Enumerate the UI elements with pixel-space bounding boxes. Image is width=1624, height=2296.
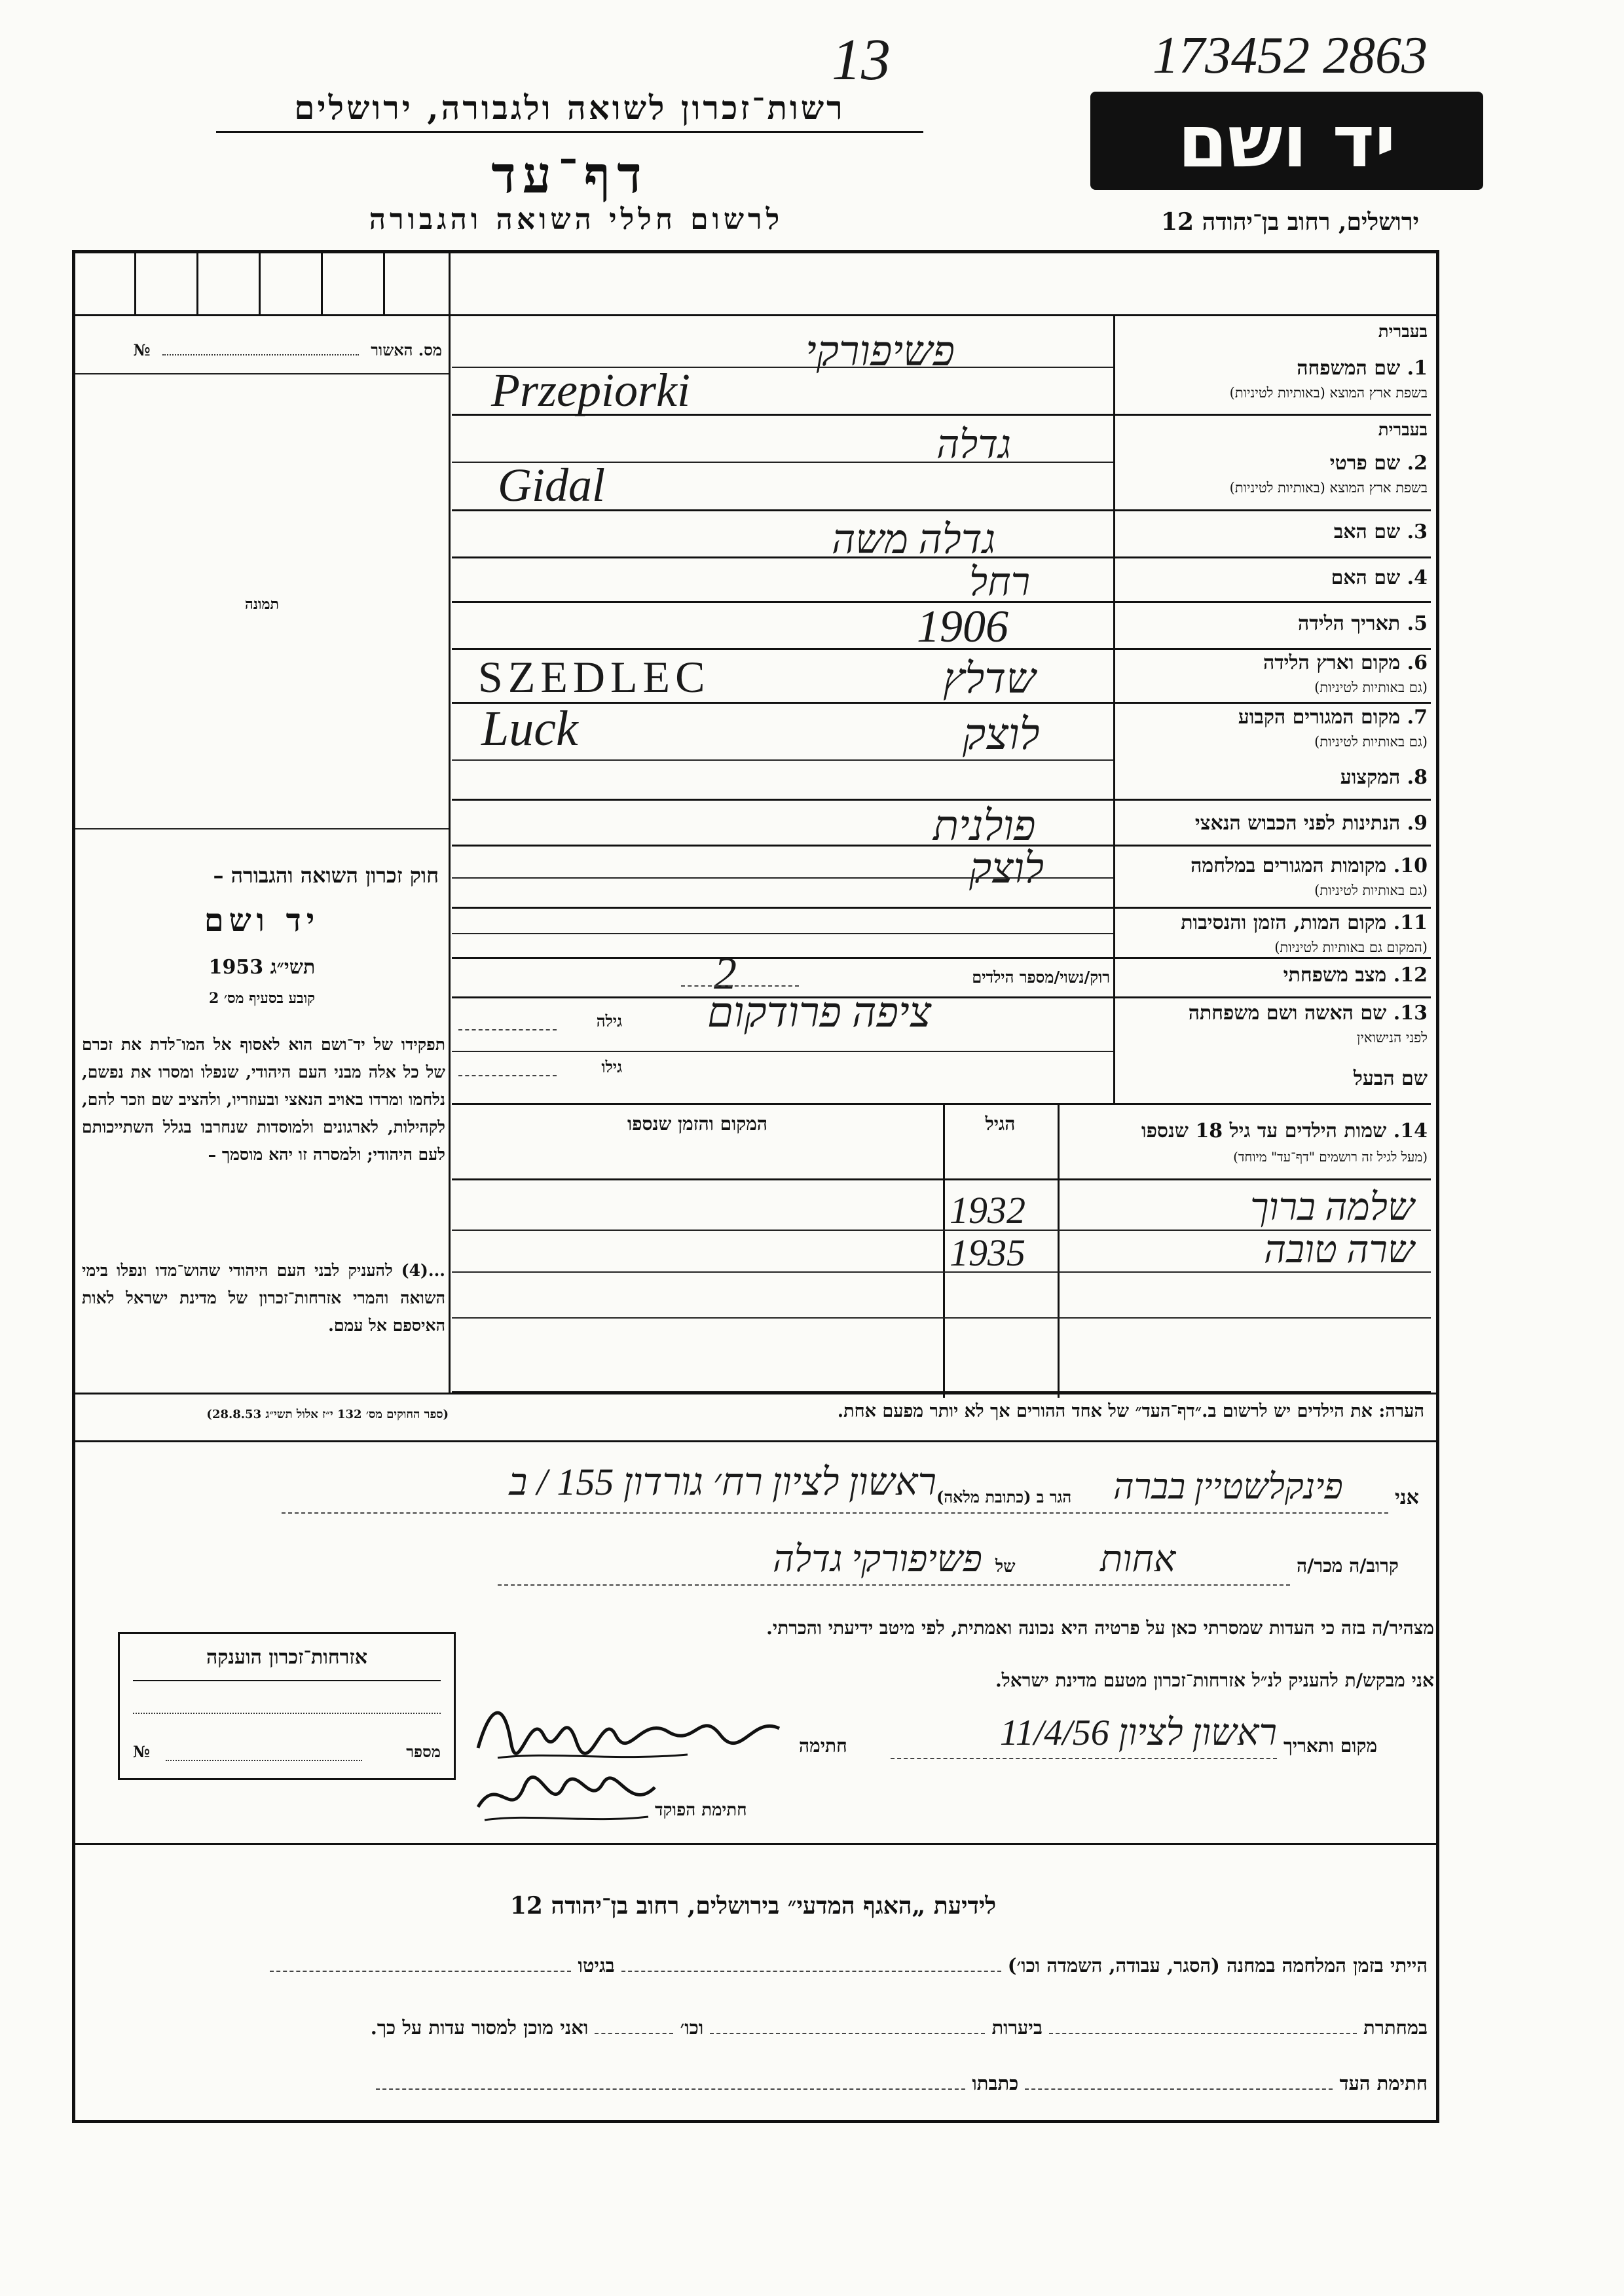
- child-row-rule: [452, 1317, 1431, 1319]
- field-6-label-text: מקום וארץ הלידה: [1263, 651, 1401, 674]
- field-rule: [452, 509, 1431, 511]
- stamp-title: אזרחות־זכרון הוענקה: [206, 1646, 368, 1669]
- field-rule: [452, 996, 1431, 998]
- field-4-number: 4.: [1407, 566, 1428, 589]
- archive-mark: 13: [832, 27, 891, 92]
- label-column-divider: [1113, 314, 1115, 1103]
- footer-line-2: [85, 2016, 1428, 2039]
- children-label: [1064, 1120, 1428, 1142]
- field-3-label: [1120, 520, 1428, 543]
- residence-latin[interactable]: Luck: [481, 701, 578, 756]
- field-5-label-text: תאריך הלידה: [1298, 612, 1401, 635]
- stamp-number-sign: №: [133, 1742, 151, 1761]
- field-9-label-text: הנתינות לפני הכבוש הנאצי: [1194, 812, 1401, 835]
- top-box-rule: [72, 314, 1436, 316]
- footer-witness-signature-label: חתימת העד: [1339, 2072, 1428, 2094]
- authority-name: רשות־זכרון לשואה ולגבורה, ירושלים: [294, 88, 845, 127]
- field-8-label-text: המקצוע: [1340, 766, 1401, 789]
- child-1-age[interactable]: 1932: [950, 1189, 1025, 1231]
- photo-bottom-rule: [75, 828, 449, 829]
- field-rule: [452, 556, 1431, 558]
- field-rule: [452, 877, 1113, 879]
- field-3-number: 3.: [1407, 520, 1428, 543]
- footer-camp-field[interactable]: [621, 1971, 1001, 1972]
- first-name-latin[interactable]: Gidal: [498, 459, 606, 511]
- stamp-rule: [133, 1680, 441, 1681]
- place-date-line: [891, 1758, 1277, 1759]
- citizenship-request: אני מבקש/ת להעניק לנ״ל אזרחות־זכרון מטעם מדינת ישראל.: [995, 1669, 1434, 1691]
- children-age-header: הגיל: [985, 1113, 1016, 1135]
- field-rule: [452, 799, 1431, 801]
- first-name-hebrew[interactable]: גדלה: [936, 423, 1011, 466]
- child-1-name[interactable]: שלמה ברוך: [1250, 1186, 1414, 1228]
- field-3-label-text: שם האב: [1333, 520, 1401, 543]
- of-value[interactable]: פשיפורקי גדלה: [773, 1539, 982, 1580]
- footer-ghetto-label: בגיטו: [578, 1954, 615, 1977]
- field-rule: [452, 1103, 1431, 1105]
- photo-placeholder-label: תמונה: [245, 596, 279, 613]
- footer-ghetto-field[interactable]: [270, 1971, 571, 1972]
- footer-title: לידיעת „האגף המדעי״ בירושלים, רחוב בן־יהודה 12: [509, 1892, 997, 1920]
- field-10-label-text: מקומות המגורים במלחמה: [1190, 854, 1387, 877]
- field-1-label: [1120, 357, 1428, 380]
- stamp-rule: [133, 1713, 441, 1714]
- left-panel-divider: [449, 253, 451, 1393]
- field-11-number: 11.: [1393, 911, 1428, 934]
- field-1-number: 1.: [1407, 357, 1428, 380]
- field-10-number: 10.: [1393, 854, 1428, 877]
- relation-value[interactable]: אחות: [1100, 1539, 1176, 1580]
- residence-hebrew[interactable]: לוצק: [963, 711, 1040, 759]
- field-11-sub: (המקום גם באותיות לטיניות): [1274, 939, 1428, 955]
- field-2-label: [1120, 452, 1428, 475]
- note: [458, 1401, 1424, 1421]
- child-2-age[interactable]: 1935: [950, 1231, 1025, 1274]
- stamp-number-label: מספר: [406, 1742, 441, 1761]
- field-1-sub: בשפת ארץ המוצא (באותיות לטיניות): [1229, 385, 1428, 401]
- nationality[interactable]: פולנית: [933, 803, 1036, 849]
- field-rule: [452, 414, 1431, 416]
- field-2-number: 2.: [1407, 452, 1428, 475]
- relation-label: קרוב/ה מכר/ה: [1297, 1555, 1399, 1576]
- commissioner-signature: [471, 1761, 668, 1833]
- declarant-line: [282, 1512, 1388, 1514]
- commissioner-label: חתימת הפוקד: [655, 1800, 747, 1820]
- field-rule: [452, 648, 1431, 650]
- children-header-rule: [452, 1178, 1431, 1180]
- footer-line-3: [85, 2072, 1428, 2095]
- field-9-label: [1120, 812, 1428, 835]
- footer-address-field[interactable]: [376, 2088, 965, 2090]
- field-13-sub: לפני הנישואין: [1357, 1030, 1428, 1046]
- approval-label: מס. האשור: [371, 340, 442, 359]
- yad-vashem-logo: [1090, 92, 1483, 190]
- field-12-label-text: מצב משפחתי: [1283, 964, 1387, 987]
- child-row-rule: [452, 1271, 1431, 1273]
- note-text: את הילדים יש לרשום ב.״דף־העד״ של אחד ההורים אך לא יותר מפעם אחת.: [837, 1401, 1373, 1421]
- footer-testify-label: ואני מוכן למסור עדות על כך.: [370, 2016, 589, 2039]
- field-6-number: 6.: [1407, 651, 1428, 674]
- field-12-number: 12.: [1393, 964, 1428, 987]
- children-col-divider: [1058, 1103, 1060, 1398]
- wife-age-label: גילה: [596, 1011, 622, 1030]
- law-clause: קובע בסעיף מס׳ 2: [208, 990, 316, 1007]
- approval-no-sign: №: [133, 340, 151, 359]
- husband-age-line[interactable]: [458, 1075, 557, 1076]
- footer-forests-label: ביערות: [991, 2016, 1043, 2039]
- field-rule: [452, 702, 1431, 704]
- signature-label: חתימה: [799, 1735, 847, 1757]
- children-label-text: שמות הילדים עד גיל 18 שנספו: [1141, 1120, 1387, 1142]
- form-subtitle: לרשום חללי השואה והגבורה: [369, 203, 784, 236]
- relation-line: [498, 1584, 1290, 1586]
- father-name[interactable]: גדלה משה: [832, 518, 996, 562]
- header-rule: [216, 131, 923, 133]
- declarant-address[interactable]: ראשון לציון רח׳ גורדון 155 / ב: [509, 1461, 936, 1503]
- declarant-name[interactable]: פינקלשטיין בברה: [1113, 1467, 1343, 1506]
- number-of-children[interactable]: 2: [714, 949, 737, 999]
- field-rule: [452, 907, 1431, 909]
- footer-address-label: כתבתו: [972, 2072, 1019, 2094]
- field-10-label: [1120, 854, 1428, 877]
- place-date-label: מקום ותאריך: [1283, 1735, 1378, 1757]
- field-2-label-text: שם פרטי: [1329, 452, 1401, 475]
- declarant-label: אני: [1395, 1486, 1419, 1509]
- children-number: 14.: [1393, 1120, 1428, 1142]
- wartime-residence[interactable]: לוצק: [969, 845, 1044, 892]
- husband-age-label: גילו: [601, 1057, 622, 1076]
- field-13-label: [1120, 1002, 1428, 1025]
- field-5-label: [1120, 612, 1428, 635]
- footer-witness-signature-field[interactable]: [1025, 2088, 1333, 2090]
- field-1-label-text: שם המשפחה: [1297, 357, 1401, 380]
- law-title: חוק זכרון השואה והגבורה –: [213, 863, 439, 888]
- approval-line: [162, 354, 359, 355]
- field-rule: [452, 957, 1431, 959]
- children-place-header: המקום והזמן שנספו: [627, 1113, 767, 1135]
- field-6-sub: (גם באותיות לטיניות): [1314, 680, 1428, 695]
- box-divider: [321, 253, 323, 314]
- field-11-label: [1120, 911, 1428, 934]
- stamp-number-line[interactable]: [166, 1760, 362, 1761]
- wife-age-line[interactable]: [458, 1029, 557, 1030]
- declaration-statement: מצהיר/ה בזה כי העדות שמסרתי כאן על פרטיה היא נכונה ואמתית, לפי מיטב ידיעתי והכרתי.: [766, 1617, 1434, 1639]
- field-rule: [452, 759, 1113, 761]
- footer-underground-label: במחתרת: [1363, 2016, 1428, 2039]
- field-7-label: [1120, 706, 1428, 729]
- field-8-label: [1120, 766, 1428, 789]
- note-top-rule: [72, 1393, 1436, 1394]
- box-divider: [134, 253, 136, 314]
- field-5-number: 5.: [1407, 612, 1428, 635]
- birthplace-hebrew[interactable]: שדלץ: [943, 655, 1036, 702]
- field-4-label: [1120, 566, 1428, 589]
- declarant-signature: [471, 1696, 786, 1768]
- field-7-label-text: מקום המגורים הקבוע: [1238, 706, 1401, 729]
- law-name: יד ושם: [204, 902, 320, 939]
- logo-text: יד ושם: [1177, 100, 1396, 183]
- field-13-number: 13.: [1393, 1002, 1428, 1025]
- field-7-number: 7.: [1407, 706, 1428, 729]
- law-text-clause-4: ...(4) להעניק לבני העם היהודי שהוש־מדו ונפלו בימי השואה והמרי אזרחות־זכרון של מדינת ישראל לאות האיספם אל עמם.: [82, 1261, 445, 1335]
- birth-date[interactable]: 1906: [917, 602, 1008, 652]
- children-sub: (מעל לגיל זה רושמים "דף־עד" מיוחד): [1233, 1149, 1428, 1165]
- surname-hebrew[interactable]: פשיפורקי: [805, 328, 955, 374]
- field-1-hint: בעברית: [1378, 322, 1428, 342]
- of-label: של: [995, 1557, 1016, 1576]
- address-label: הגר ב (כתובת מלאה): [936, 1487, 1072, 1506]
- field-rule: [452, 1051, 1113, 1052]
- field-8-number: 8.: [1407, 766, 1428, 789]
- children-col-divider: [943, 1103, 945, 1398]
- note-bottom-rule: [72, 1440, 1436, 1442]
- field-10-sub: (גם באותיות לטיניות): [1314, 883, 1428, 898]
- field-2-hint: בעברית: [1378, 420, 1428, 440]
- note-label: הערה:: [1378, 1401, 1424, 1421]
- mother-name[interactable]: רחל: [969, 560, 1031, 604]
- law-source: (ספר החוקים מס׳ 132 י״ז אלול תשי״ג 28.8.53): [206, 1408, 449, 1421]
- address-line: ירושלים, רחוב בן־יהודה 12: [1160, 208, 1420, 236]
- place-date-value[interactable]: ראשון לציון 11/4/56: [999, 1713, 1277, 1753]
- field-9-number: 9.: [1407, 812, 1428, 835]
- footer-line-1: [85, 1954, 1428, 1977]
- wife-name[interactable]: ציפה פרודקום: [707, 989, 932, 1036]
- field-rule: [452, 933, 1113, 934]
- form-title: דף־עד: [491, 145, 648, 205]
- law-text: תפקידו של יד־ושם הוא לאסוף אל המו־לדת את זכרם של כל אלה מבני העם היהודי, שנפלו ומסרו את נפשם, נלחמו ומרדו באויב הנאצי ובעוזריו, ולהציב שם וזכר להם, לקהילות, לארגונים ולמוסדות שנחרבו בגלל השתייכותם לעם היהודי; ולמסרה זו יהא מוסמך –: [82, 1035, 445, 1164]
- footer-camp-label: הייתי בזמן המלחמה במחנה (הסגר, עבודה, השמדה וכו׳): [1007, 1954, 1428, 1977]
- citizenship-stamp-box: [118, 1632, 456, 1780]
- field-rule: [452, 845, 1431, 847]
- field-2-sub: בשפת ארץ המוצא (באותיות לטיניות): [1229, 480, 1428, 496]
- box-divider: [259, 253, 261, 314]
- child-2-name[interactable]: שרה טובה: [1264, 1228, 1414, 1271]
- surname-latin[interactable]: Przepiorki: [491, 364, 690, 416]
- field-13-label-text: שם האשה ושם משפחתה: [1188, 1002, 1387, 1025]
- field-11-label-text: מקום המות, הזמן והנסיבות: [1181, 911, 1387, 934]
- document-numbers: 173452 2863: [1153, 27, 1428, 84]
- law-year: תשי״ג 1953: [208, 956, 316, 979]
- box-divider: [196, 253, 198, 314]
- marital-status-options: רוק/נשוי/מספר הילדים: [972, 968, 1110, 987]
- field-4-label-text: שם האם: [1331, 566, 1401, 589]
- photo-top-rule: [75, 373, 449, 374]
- field-6-label: [1120, 651, 1428, 674]
- approval-number: [82, 340, 442, 360]
- husband-label: שם הבעל: [1353, 1067, 1428, 1090]
- footer-underground-field[interactable]: [1049, 2033, 1357, 2034]
- field-rule: [681, 985, 799, 987]
- field-12-label: [1120, 964, 1428, 987]
- footer-etc-label: וכו׳: [680, 2016, 704, 2039]
- box-divider: [383, 253, 385, 314]
- footer-etc-field[interactable]: [595, 2033, 673, 2034]
- birthplace-latin[interactable]: SZEDLEC: [478, 652, 710, 702]
- footer-top-rule: [72, 1843, 1436, 1845]
- field-7-sub: (גם באותיות לטיניות): [1314, 734, 1428, 750]
- footer-forests-field[interactable]: [710, 2033, 985, 2034]
